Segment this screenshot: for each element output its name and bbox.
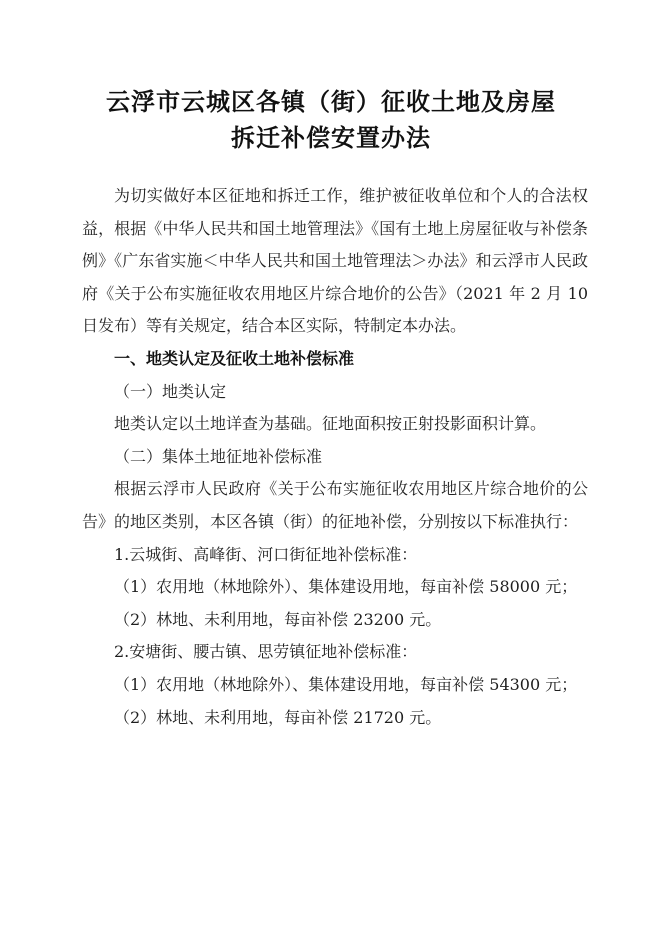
document-title-line-2: 拆迁补偿安置办法 bbox=[231, 124, 431, 152]
document-body bbox=[82, 180, 588, 734]
list-item-1-sub-2: （2）林地、未利用地，每亩补偿 23200 元。 bbox=[114, 609, 442, 629]
subsection-heading-compensation-standard: （二）集体土地征地补偿标准 bbox=[114, 446, 323, 466]
compensation-intro-paragraph: 根据云浮市人民政府《关于公布实施征收农用地区片综合地价的公告》的地区类别，本区各镇（街）的征地补偿，分别按以下标准执行： bbox=[82, 479, 588, 531]
subsection-heading-land-classification: （一）地类认定 bbox=[114, 381, 227, 401]
list-item-1-sub-1: （1）农用地（林地除外）、集体建设用地，每亩补偿 58000 元； bbox=[114, 577, 578, 597]
list-item-1-heading: 1.云城街、高峰街、河口街征地补偿标准： bbox=[114, 544, 418, 564]
land-classification-paragraph: 地类认定以土地详查为基础。征地面积按正射投影面积计算。 bbox=[114, 414, 547, 434]
list-item-2-sub-2: （2）林地、未利用地，每亩补偿 21720 元。 bbox=[114, 707, 442, 727]
list-item-2-heading: 2.安塘街、腰古镇、思劳镇征地补偿标准： bbox=[114, 642, 418, 662]
document-title-line-1: 云浮市云城区各镇（街）征收土地及房屋 bbox=[106, 88, 556, 116]
list-item-2-sub-1: （1）农用地（林地除外）、集体建设用地，每亩补偿 54300 元； bbox=[114, 674, 578, 694]
section-heading-1: 一、地类认定及征收土地补偿标准 bbox=[114, 348, 355, 368]
preamble-paragraph: 为切实做好本区征地和拆迁工作，维护被征收单位和个人的合法权益，根据《中华人民共和国土地管理法》《国有土地上房屋征收与补偿条例》《广东省实施＜中华人民共和国土地管理法＞办法》和云浮市人民政府《关于公布实施征收农用地区片综合地价的公告》（2021 年 2 月 10 日发布）等有关规定，结合本区实际，特制定本办法。 bbox=[82, 186, 588, 336]
